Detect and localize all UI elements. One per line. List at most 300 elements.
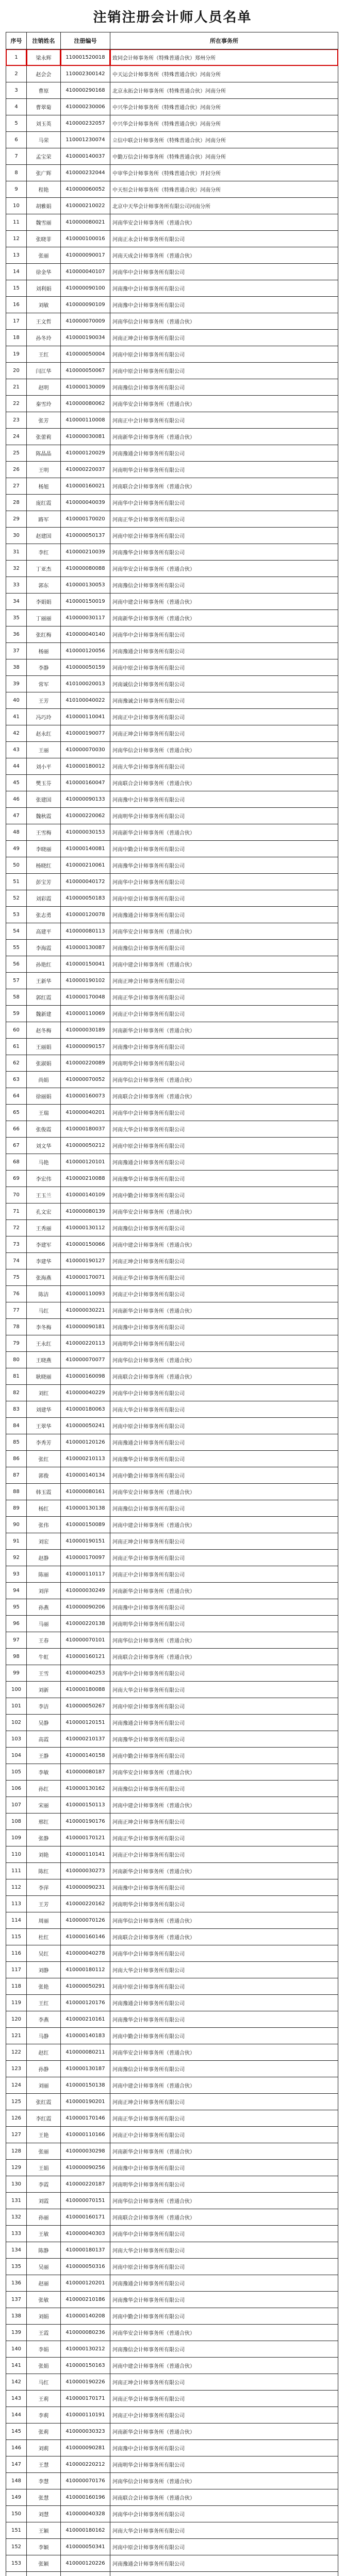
- row-number: 141: [6, 2358, 27, 2374]
- registration-number: 410000160073: [61, 1088, 110, 1105]
- firm-name: 河南中原会计师事务所有限公司: [110, 2259, 338, 2275]
- row-number: 30: [6, 528, 27, 544]
- row-number: 83: [6, 1401, 27, 1418]
- firm-name: 河南明华会计师事务所有限公司: [110, 2456, 338, 2473]
- row-number: 100: [6, 1682, 27, 1698]
- person-name: 王颖: [27, 2522, 61, 2539]
- table-row: [6, 2341, 338, 2358]
- row-number: 2: [6, 66, 27, 82]
- person-name: 张俊霞: [27, 1121, 61, 1138]
- table-row: [6, 659, 338, 676]
- registration-number: 410000070126: [61, 1912, 110, 1929]
- table-row: [6, 626, 338, 643]
- row-number: 149: [6, 2489, 27, 2506]
- person-name: 张丽: [27, 2143, 61, 2160]
- table-row: [6, 1055, 338, 1072]
- table-row: [6, 709, 338, 725]
- table-row: [6, 1550, 338, 1566]
- registration-number: 410000120226: [61, 2555, 110, 2572]
- person-name: 王慧: [27, 2456, 61, 2473]
- registration-number: 410000190077: [61, 725, 110, 742]
- firm-name: 河南华中会计师事务所有限公司: [110, 1945, 338, 1962]
- person-name: 王春: [27, 1632, 61, 1649]
- person-name: 王丽: [27, 742, 61, 758]
- row-number: 84: [6, 1418, 27, 1434]
- person-name: [27, 2572, 61, 2576]
- person-name: 王敏: [27, 2226, 61, 2242]
- row-number: 56: [6, 956, 27, 973]
- registration-number: 410000140109: [61, 1187, 110, 1204]
- table-row: [6, 1978, 338, 1995]
- firm-name: 河南正华会计师事务所有限公司: [110, 2391, 338, 2407]
- row-number: 44: [6, 758, 27, 775]
- firm-name: [110, 2572, 338, 2576]
- row-number: 61: [6, 1039, 27, 1055]
- person-name: 曹翠菊: [27, 99, 61, 115]
- table-row: [6, 1286, 338, 1302]
- person-name: 李海霞: [27, 940, 61, 956]
- row-number: 79: [6, 1335, 27, 1352]
- row-number: 27: [6, 478, 27, 495]
- registration-number: 410000040172: [61, 874, 110, 890]
- firm-name: 河南豫信会计师事务所有限公司: [110, 1500, 338, 1517]
- row-number: 64: [6, 1088, 27, 1105]
- person-name: 李建军: [27, 1236, 61, 1253]
- person-name: 王莉: [27, 2391, 61, 2407]
- registration-number: 110001230074: [61, 132, 110, 148]
- registration-number: 410000040303: [61, 2226, 110, 2242]
- row-number: 105: [6, 1764, 27, 1781]
- firm-name: 河南豫通会计师事务所有限公司: [110, 1995, 338, 2011]
- column-header-no: 序号: [6, 32, 27, 49]
- firm-name: 河南中原会计师事务所有限公司: [110, 346, 338, 363]
- registration-number: 410000180137: [61, 2242, 110, 2259]
- person-name: 赵明: [27, 379, 61, 396]
- row-number: 75: [6, 1269, 27, 1286]
- table-row: [6, 1665, 338, 1682]
- registration-number: 410000210022: [61, 198, 110, 214]
- person-name: 张广辉: [27, 165, 61, 181]
- person-name: 李红: [27, 544, 61, 561]
- table-row: [6, 1912, 338, 1929]
- row-number: 118: [6, 1978, 27, 1995]
- row-number: 150: [6, 2506, 27, 2522]
- table-row: [6, 1039, 338, 1055]
- person-name: 刘慧: [27, 2506, 61, 2522]
- registration-number: 410000120078: [61, 907, 110, 923]
- firm-name: 河南新华会计师事务所（普通合伙）: [110, 2143, 338, 2160]
- firm-name: 河南中原会计师事务所有限公司: [110, 659, 338, 676]
- table-row: [6, 2176, 338, 2193]
- firm-name: 河南中建会计师事务所（普通合伙）: [110, 2358, 338, 2374]
- table-row: [6, 1731, 338, 1748]
- firm-name: 河南中原会计师事务所有限公司: [110, 363, 338, 379]
- person-name: 杜红: [27, 1929, 61, 1945]
- row-number: 40: [6, 692, 27, 709]
- registration-number: [61, 2572, 110, 2576]
- row-number: 117: [6, 1962, 27, 1978]
- table-row: [6, 264, 338, 280]
- row-number: 127: [6, 2127, 27, 2143]
- firm-name: 河南正中会计师事务所有限公司: [110, 2127, 338, 2143]
- registration-number: 410000030189: [61, 1022, 110, 1039]
- row-number: 126: [6, 2110, 27, 2127]
- registration-number: 410000210113: [61, 1451, 110, 1467]
- person-name: 王雪: [27, 1665, 61, 1682]
- column-header-reg-no: 注册编号: [61, 32, 110, 49]
- table-row: [6, 1797, 338, 1814]
- firm-name: 河南华信会计师事务所（普通合伙）: [110, 742, 338, 758]
- row-number: 103: [6, 1731, 27, 1748]
- person-name: 孙冬玲: [27, 330, 61, 346]
- person-name: 刘建华: [27, 1401, 61, 1418]
- person-name: 李慧: [27, 2473, 61, 2489]
- row-number: 32: [6, 561, 27, 577]
- person-name: 李晓丽: [27, 841, 61, 857]
- firm-name: 河南正永会计师事务所有限公司: [110, 231, 338, 247]
- person-name: 李颖: [27, 2539, 61, 2555]
- registration-number: 410000170097: [61, 1550, 110, 1566]
- registration-number: 410000180037: [61, 1121, 110, 1138]
- registration-number: 410000040229: [61, 1385, 110, 1401]
- firm-name: 河南中建会计师事务所（普通合伙）: [110, 594, 338, 610]
- firm-name: 河南正坤会计师事务所有限公司: [110, 1253, 338, 1269]
- row-number: 57: [6, 973, 27, 989]
- firm-name: 致同会计师事务所（特殊普通合伙）郑州分所: [110, 49, 338, 66]
- row-number: 53: [6, 907, 27, 923]
- firm-name: 河南中勤会计师事务所有限公司: [110, 1187, 338, 1204]
- row-number: 60: [6, 1022, 27, 1039]
- registration-number: 410000050004: [61, 346, 110, 363]
- firm-name: 河南明华会计师事务所有限公司: [110, 1616, 338, 1632]
- registration-number: 410000232044: [61, 165, 110, 181]
- person-name: 李燕: [27, 2011, 61, 2028]
- row-number: 110: [6, 1846, 27, 1863]
- firm-name: 河南中建会计师事务所（普通合伙）: [110, 1797, 338, 1814]
- row-number: 23: [6, 412, 27, 429]
- firm-name: 河南豫通会计师事务所有限公司: [110, 1434, 338, 1451]
- table-row: [6, 2489, 338, 2506]
- person-name: 王文哲: [27, 313, 61, 330]
- table-row: [6, 2061, 338, 2077]
- person-name: 王霞: [27, 2325, 61, 2341]
- firm-name: 河南豫华会计师事务所有限公司: [110, 1451, 338, 1467]
- firm-name: 河南中建会计师事务所（普通合伙）: [110, 2077, 338, 2094]
- firm-name: 河南联合会计师事务所（普通合伙）: [110, 775, 338, 791]
- row-number: 107: [6, 1797, 27, 1814]
- registration-number: 410000180063: [61, 1401, 110, 1418]
- row-number: 112: [6, 1879, 27, 1896]
- firm-name: 河南联合会计师事务所（普通合伙）: [110, 2489, 338, 2506]
- person-name: 刘文华: [27, 1138, 61, 1154]
- firm-name: 河南正中会计师事务所有限公司: [110, 1286, 338, 1302]
- registration-number: 410000160146: [61, 1929, 110, 1945]
- row-number: 115: [6, 1929, 27, 1945]
- person-name: 李秀芳: [27, 1434, 61, 1451]
- firm-name: 河南华信会计师事务所（普通合伙）: [110, 1072, 338, 1088]
- row-number: 10: [6, 198, 27, 214]
- table-row: [6, 758, 338, 775]
- row-number: 78: [6, 1319, 27, 1335]
- person-name: 赵永红: [27, 725, 61, 742]
- firm-name: 河南正坤会计师事务所有限公司: [110, 2094, 338, 2110]
- row-number: 95: [6, 1599, 27, 1616]
- firm-name: 河南明华会计师事务所有限公司: [110, 1335, 338, 1352]
- row-number: 120: [6, 2011, 27, 2028]
- registration-number: 410000030249: [61, 1583, 110, 1599]
- row-number: 17: [6, 313, 27, 330]
- firm-name: 河南明华会计师事务所有限公司: [110, 1896, 338, 1912]
- table-row: [6, 2358, 338, 2374]
- table-row: [6, 2160, 338, 2176]
- person-name: 陈晶晶: [27, 445, 61, 462]
- table-row: [6, 198, 338, 214]
- person-name: 李莉: [27, 2407, 61, 2424]
- row-number: [6, 2572, 27, 2576]
- person-name: 马红: [27, 2374, 61, 2391]
- person-name: 王红: [27, 346, 61, 363]
- firm-name: 河南华中会计师事务所有限公司: [110, 874, 338, 890]
- registration-number: 410000140134: [61, 1467, 110, 1484]
- firm-name: 北京中天华会计师事务所有限公司河南分所: [110, 198, 338, 214]
- firm-name: 河南正华会计师事务所有限公司: [110, 2110, 338, 2127]
- table-row: [6, 247, 338, 264]
- registration-number: 410000050067: [61, 363, 110, 379]
- row-number: 80: [6, 1352, 27, 1368]
- registration-number: 410000080161: [61, 1484, 110, 1500]
- person-name: 马艳: [27, 1154, 61, 1171]
- row-number: 97: [6, 1632, 27, 1649]
- firm-name: 河南正华会计师事务所有限公司: [110, 511, 338, 528]
- row-number: 58: [6, 989, 27, 1006]
- table-row: [6, 280, 338, 297]
- table-row: [6, 1121, 338, 1138]
- table-row: [6, 379, 338, 396]
- row-number: 73: [6, 1236, 27, 1253]
- firm-name: 河南中原会计师事务所有限公司: [110, 1418, 338, 1434]
- firm-name: 河南明华会计师事务所有限公司: [110, 808, 338, 824]
- table-row: [6, 692, 338, 709]
- firm-name: 河南华中会计师事务所有限公司: [110, 1665, 338, 1682]
- table-row: [6, 1830, 338, 1846]
- row-number: 35: [6, 610, 27, 626]
- person-name: 庞红霞: [27, 495, 61, 511]
- firm-name: 河南新华会计师事务所（普通合伙）: [110, 1863, 338, 1879]
- firm-name: 河南豫信会计师事务所有限公司: [110, 2061, 338, 2077]
- person-name: 刘敏: [27, 297, 61, 313]
- person-name: 刘萍: [27, 1583, 61, 1599]
- person-name: 陈红: [27, 1863, 61, 1879]
- row-number: 8: [6, 165, 27, 181]
- row-number: 59: [6, 1006, 27, 1022]
- table-row: [6, 2308, 338, 2325]
- person-name: 牛虹: [27, 1649, 61, 1665]
- registration-number: 410000110166: [61, 2127, 110, 2143]
- row-number: 98: [6, 1649, 27, 1665]
- table-row: [6, 1434, 338, 1451]
- firm-name: 河南豫通会计师事务所有限公司: [110, 2275, 338, 2292]
- registration-number: 410000110141: [61, 1846, 110, 1863]
- firm-name: 河南联合会计师事务所（普通合伙）: [110, 2209, 338, 2226]
- row-number: 119: [6, 1995, 27, 2011]
- table-row: [6, 181, 338, 198]
- row-number: 29: [6, 511, 27, 528]
- firm-name: 河南豫华会计师事务所有限公司: [110, 1731, 338, 1748]
- table-row: [6, 1583, 338, 1599]
- row-number: 68: [6, 1154, 27, 1171]
- person-name: 王翠华: [27, 1418, 61, 1434]
- person-name: 王玉兰: [27, 1187, 61, 1204]
- firm-name: 河南联合会计师事务所（普通合伙）: [110, 1088, 338, 1105]
- firm-name: 河南联合会计师事务所（普通合伙）: [110, 1929, 338, 1945]
- person-name: 孟宝荣: [27, 148, 61, 165]
- table-row: [6, 297, 338, 313]
- person-name: 马静: [27, 2028, 61, 2044]
- firm-name: 河南豫华会计师事务所有限公司: [110, 2292, 338, 2308]
- firm-name: 河南明华会计师事务所有限公司: [110, 2176, 338, 2193]
- row-number: 49: [6, 841, 27, 857]
- table-row: [6, 2044, 338, 2061]
- row-number: 6: [6, 132, 27, 148]
- row-number: 69: [6, 1171, 27, 1187]
- firm-name: 河南大华会计师事务所有限公司: [110, 1401, 338, 1418]
- row-number: 15: [6, 280, 27, 297]
- firm-name: 河南明华会计师事务所有限公司: [110, 1055, 338, 1072]
- row-number: 81: [6, 1368, 27, 1385]
- firm-name: 河南中原会计师事务所有限公司: [110, 1698, 338, 1715]
- firm-name: 河南大华会计师事务所有限公司: [110, 2522, 338, 2539]
- registration-number: 410000220089: [61, 1055, 110, 1072]
- row-number: 1: [6, 49, 27, 66]
- person-name: 王娟: [27, 2160, 61, 2176]
- registration-number: 410000220062: [61, 808, 110, 824]
- registration-number: 410000160121: [61, 1649, 110, 1665]
- person-name: 张淑娟: [27, 1055, 61, 1072]
- row-number: 54: [6, 923, 27, 940]
- row-number: 121: [6, 2028, 27, 2044]
- table-row: [6, 1945, 338, 1962]
- registration-number: 410000210061: [61, 857, 110, 874]
- row-number: 111: [6, 1863, 27, 1879]
- registration-number: 410000110008: [61, 412, 110, 429]
- table-row: [6, 2143, 338, 2160]
- person-name: 孙艳红: [27, 956, 61, 973]
- registration-number: 410000090206: [61, 1599, 110, 1616]
- table-row: [6, 363, 338, 379]
- registration-number: 410000160196: [61, 2489, 110, 2506]
- table-row: [6, 2193, 338, 2209]
- firm-name: 中兴华会计师事务所（特殊普通合伙）河南分所: [110, 115, 338, 132]
- registration-number: 410000180112: [61, 1962, 110, 1978]
- registration-number: 410000140158: [61, 1748, 110, 1764]
- firm-name: 河南豫信会计师事务所有限公司: [110, 1781, 338, 1797]
- person-name: 赵静: [27, 1550, 61, 1566]
- table-row: [6, 2028, 338, 2044]
- person-name: 孙丽: [27, 2209, 61, 2226]
- person-name: 王瑞: [27, 1105, 61, 1121]
- person-name: 路军: [27, 511, 61, 528]
- row-number: 108: [6, 1814, 27, 1830]
- row-number: 28: [6, 495, 27, 511]
- registration-number: 410000180162: [61, 2522, 110, 2539]
- table-header-row: [6, 32, 338, 49]
- row-number: 31: [6, 544, 27, 561]
- row-number: 153: [6, 2555, 27, 2572]
- row-number: 9: [6, 181, 27, 198]
- registration-number: 410000040140: [61, 626, 110, 643]
- table-row: [6, 2539, 338, 2555]
- person-name: 王新华: [27, 973, 61, 989]
- person-name: 王芳: [27, 692, 61, 709]
- row-number: 55: [6, 940, 27, 956]
- table-row: [6, 1484, 338, 1500]
- person-name: 李霞: [27, 2176, 61, 2193]
- table-row: [6, 1995, 338, 2011]
- table-row: [6, 1715, 338, 1731]
- firm-name: 河南豫华会计师事务所有限公司: [110, 1171, 338, 1187]
- row-number: 129: [6, 2160, 27, 2176]
- table-row: [6, 940, 338, 956]
- registration-number: 410000130187: [61, 2061, 110, 2077]
- registration-number: 410000120126: [61, 1434, 110, 1451]
- registration-number: 410000050241: [61, 1418, 110, 1434]
- registration-number: 410000230006: [61, 99, 110, 115]
- firm-name: 河南正中会计师事务所有限公司: [110, 1566, 338, 1583]
- table-row: [6, 2259, 338, 2275]
- row-number: 20: [6, 363, 27, 379]
- registration-number: 410000030081: [61, 429, 110, 445]
- registration-number: 410000090181: [61, 1319, 110, 1335]
- table-row: [6, 1748, 338, 1764]
- registration-number: 410000190034: [61, 330, 110, 346]
- table-row: [6, 1863, 338, 1879]
- person-name: 李洁: [27, 1698, 61, 1715]
- person-name: 孙燕: [27, 1599, 61, 1616]
- person-name: 尚娟: [27, 1072, 61, 1088]
- row-number: 22: [6, 396, 27, 412]
- registration-number: 410000070052: [61, 1072, 110, 1088]
- table-row: [6, 808, 338, 824]
- registration-number: 410000110069: [61, 1006, 110, 1022]
- table-row: [6, 2555, 338, 2572]
- table-row: [6, 1467, 338, 1484]
- firm-name: 河南正中会计师事务所有限公司: [110, 1006, 338, 1022]
- row-number: 137: [6, 2292, 27, 2308]
- firm-name: 河南正华会计师事务所有限公司: [110, 989, 338, 1006]
- firm-name: 河南华信会计师事务所（普通合伙）: [110, 1912, 338, 1929]
- row-number: 131: [6, 2193, 27, 2209]
- table-row: [6, 1418, 338, 1434]
- table-row: [6, 2094, 338, 2110]
- person-name: 杨晓红: [27, 857, 61, 874]
- table-row: [6, 2440, 338, 2456]
- row-number: 33: [6, 577, 27, 594]
- registration-number: 410000070009: [61, 313, 110, 330]
- firm-name: 河南正坤会计师事务所有限公司: [110, 725, 338, 742]
- firm-name: 中审华会计师事务所（特殊普通合伙）开封分所: [110, 165, 338, 181]
- table-row: [6, 1533, 338, 1550]
- firm-name: 河南正中会计师事务所有限公司: [110, 412, 338, 429]
- table-row: [6, 1269, 338, 1286]
- person-name: 周丽: [27, 1912, 61, 1929]
- table-row: [6, 1599, 338, 1616]
- row-number: 93: [6, 1566, 27, 1583]
- registration-number: 410000160171: [61, 2209, 110, 2226]
- person-name: 冯巧玲: [27, 709, 61, 725]
- person-name: 赵建国: [27, 528, 61, 544]
- row-number: 143: [6, 2391, 27, 2407]
- row-number: 37: [6, 643, 27, 659]
